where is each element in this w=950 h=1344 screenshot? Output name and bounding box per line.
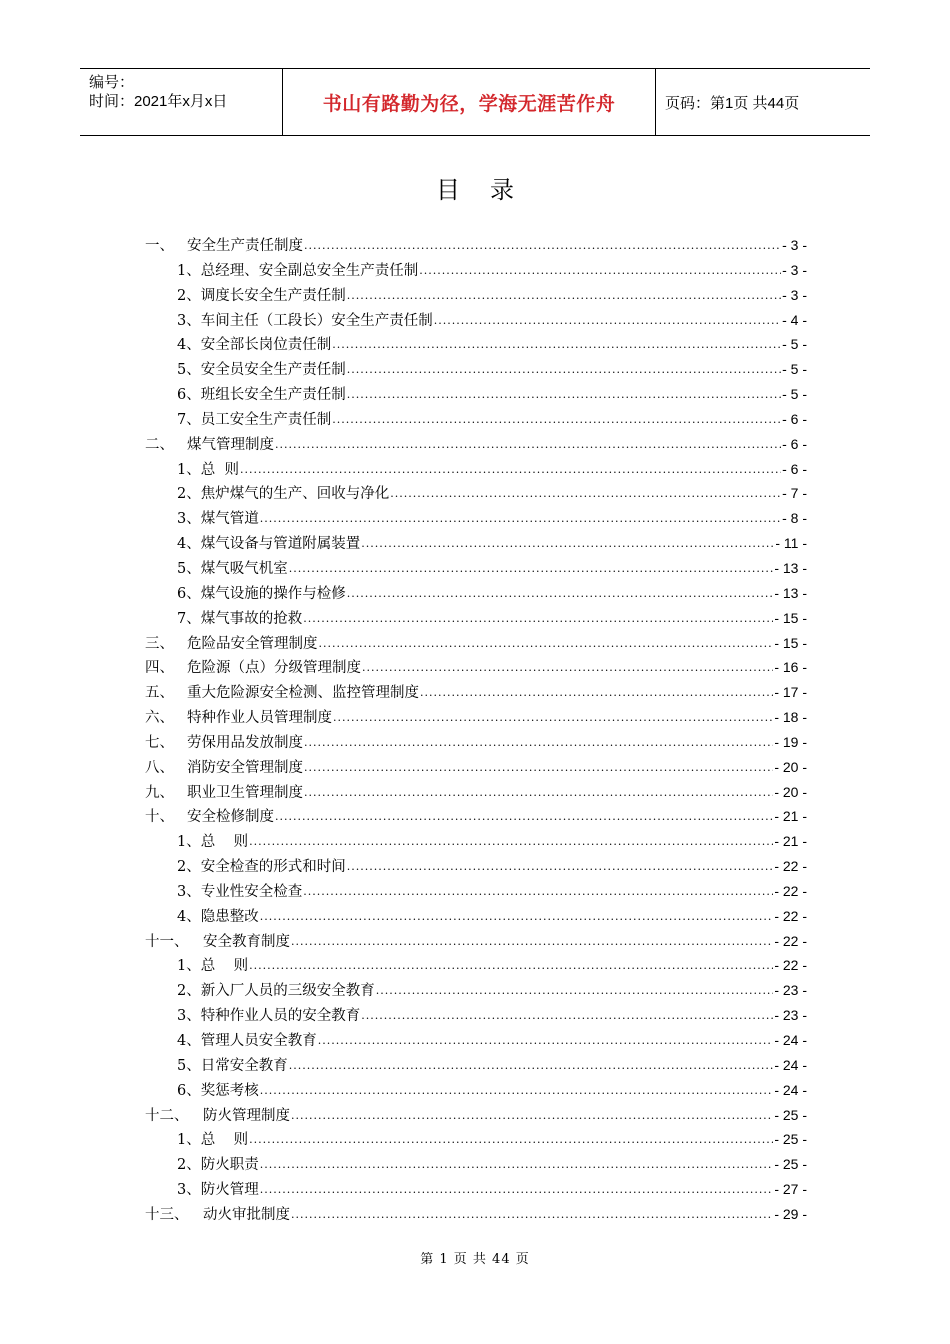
toc-entry-number: 5、 — [177, 362, 201, 379]
toc-entry-number: 1、 — [177, 461, 201, 478]
toc-entry-title: 煤气管理制度 — [187, 436, 274, 453]
toc-dot-leader — [260, 910, 774, 923]
toc-entry-title: 日常安全教育 — [200, 1057, 288, 1074]
toc-section-entry[interactable] — [145, 731, 807, 756]
toc-entry-number: 3、 — [177, 1182, 201, 1199]
toc-dot-leader — [291, 935, 773, 948]
toc-entry-title: 安全教育制度 — [203, 933, 290, 950]
toc-dot-leader — [260, 1084, 774, 1097]
toc-entry-title: 新入厂人员的三级安全教育 — [200, 983, 375, 1000]
toc-subsection-entry[interactable] — [145, 855, 807, 880]
toc-dot-leader — [249, 835, 773, 848]
toc-section-entry[interactable] — [145, 433, 807, 458]
toc-dot-leader — [333, 711, 773, 724]
toc-subsection-entry[interactable] — [145, 1079, 807, 1104]
toc-entry-number: 六、 — [145, 710, 174, 727]
toc-entry-page-number: - 27 - — [774, 1181, 807, 1198]
toc-section-entry[interactable] — [145, 805, 807, 830]
toc-entry-page-number: - 17 - — [774, 684, 807, 701]
toc-entry-number: 7、 — [177, 610, 201, 627]
toc-entry-page-number: - 13 - — [774, 559, 807, 576]
toc-entry-title: 煤气管道 — [200, 511, 259, 528]
toc-entry-page-number: - 25 - — [774, 1156, 807, 1173]
toc-entry-page-number: - 11 - — [775, 535, 807, 552]
toc-subsection-entry[interactable] — [145, 582, 807, 607]
toc-entry-number: 2、 — [177, 859, 201, 876]
header-motto: 书山有路勤为径，学海无涯苦作舟 — [282, 69, 656, 135]
toc-entry-page-number: - 23 - — [774, 1007, 807, 1024]
toc-subsection-entry[interactable] — [145, 880, 807, 905]
toc-entry-number: 5、 — [177, 560, 201, 577]
toc-section-entry[interactable] — [145, 756, 807, 781]
toc-entry-number: 十一、 — [145, 933, 189, 950]
toc-entry-number: 3、 — [177, 1008, 201, 1025]
toc-entry-page-number: - 3 - — [782, 286, 807, 303]
toc-entry-title: 特种作业人员的安全教育 — [200, 1008, 361, 1025]
toc-entry-title: 专业性安全检查 — [200, 883, 303, 900]
toc-entry-title: 安全检修制度 — [187, 809, 274, 826]
toc-entry-title: 员工安全生产责任制 — [200, 411, 332, 428]
toc-dot-leader — [376, 984, 774, 997]
toc-dot-leader — [289, 1059, 774, 1072]
toc-entry-number: 三、 — [145, 635, 174, 652]
toc-entry-number: 九、 — [145, 784, 174, 801]
toc-dot-leader — [240, 463, 781, 476]
toc-entry-page-number: - 4 - — [782, 311, 807, 328]
toc-dot-leader — [275, 810, 773, 823]
toc-entry-number: 一、 — [145, 238, 174, 254]
header-page-label: 页码：第1页 共44页 — [665, 94, 800, 112]
document-number-label: 编号： — [89, 74, 135, 91]
toc-entry-title: 煤气事故的抢救 — [200, 610, 303, 627]
toc-dot-leader — [332, 413, 781, 426]
toc-subsection-entry[interactable] — [145, 1178, 807, 1203]
toc-entry-title: 总经理、安全副总安全生产责任制 — [200, 262, 419, 279]
toc-dot-leader — [347, 587, 774, 600]
toc-subsection-entry[interactable] — [145, 284, 807, 309]
toc-entry-page-number: - 3 - — [782, 237, 807, 253]
toc-entry-number: 十三、 — [145, 1206, 189, 1223]
toc-dot-leader — [291, 1208, 773, 1221]
toc-entry-title: 防火职责 — [200, 1157, 259, 1174]
toc-dot-leader — [347, 289, 781, 302]
document-date-label: 时间：2021年x月x日 — [89, 93, 228, 110]
toc-entry-page-number: - 24 - — [774, 1032, 807, 1048]
toc-dot-leader — [291, 1109, 773, 1122]
toc-subsection-entry[interactable] — [145, 1128, 807, 1153]
toc-entry-title: 动火审批制度 — [203, 1206, 290, 1223]
toc-entry-page-number: - 22 - — [774, 907, 807, 924]
toc-section-entry[interactable] — [145, 930, 807, 955]
toc-entry-page-number: - 22 - — [774, 858, 807, 875]
toc-entry-title: 总 则 — [200, 958, 249, 975]
toc-dot-leader — [390, 487, 781, 500]
toc-entry-page-number: - 24 - — [774, 1056, 807, 1073]
toc-entry-title: 班组长安全生产责任制 — [200, 387, 346, 404]
toc-dot-leader — [361, 1009, 773, 1022]
toc-subsection-entry[interactable] — [145, 905, 807, 930]
toc-entry-page-number: - 21 - — [774, 833, 807, 850]
table-of-contents — [145, 234, 807, 1228]
toc-subsection-entry[interactable] — [145, 1004, 807, 1029]
toc-entry-number: 十、 — [145, 809, 174, 826]
toc-entry-page-number: - 23 - — [774, 982, 807, 999]
toc-section-entry[interactable] — [145, 656, 807, 681]
toc-entry-number: 7、 — [177, 411, 201, 428]
toc-entry-title: 危险品安全管理制度 — [187, 635, 318, 652]
toc-dot-leader — [347, 363, 781, 376]
toc-subsection-entry[interactable] — [145, 1153, 807, 1178]
toc-entry-page-number: - 3 - — [782, 261, 807, 278]
toc-entry-title: 隐患整改 — [200, 908, 259, 925]
toc-entry-title: 安全部长岗位责任制 — [200, 337, 332, 354]
toc-dot-leader — [319, 637, 774, 650]
toc-entry-page-number: - 15 - — [774, 634, 807, 651]
toc-entry-number: 2、 — [177, 983, 201, 1000]
toc-dot-leader — [434, 314, 781, 327]
toc-section-entry[interactable] — [145, 632, 807, 657]
toc-subsection-entry[interactable] — [145, 408, 807, 433]
toc-entry-number: 5、 — [177, 1057, 201, 1074]
toc-entry-title: 职业卫生管理制度 — [187, 784, 303, 801]
toc-entry-page-number: - 20 - — [774, 758, 807, 775]
toc-entry-number: 4、 — [177, 337, 201, 354]
toc-dot-leader — [304, 736, 773, 749]
toc-entry-number: 3、 — [177, 511, 201, 528]
toc-entry-number: 1、 — [177, 262, 201, 279]
toc-entry-page-number: - 6 - — [782, 410, 807, 427]
toc-entry-title: 消防安全管理制度 — [187, 759, 303, 776]
toc-subsection-entry[interactable] — [145, 532, 807, 557]
toc-dot-leader — [332, 338, 781, 351]
page-footer: 第 1 页 共 44 页 — [420, 1252, 530, 1267]
toc-entry-number: 6、 — [177, 585, 201, 602]
toc-subsection-entry[interactable] — [145, 482, 807, 507]
toc-section-entry[interactable] — [145, 234, 807, 259]
toc-entry-title: 安全检查的形式和时间 — [200, 859, 346, 876]
toc-dot-leader — [420, 686, 773, 699]
toc-entry-number: 6、 — [177, 1082, 201, 1099]
toc-entry-number: 3、 — [177, 312, 201, 329]
toc-entry-number: 2、 — [177, 486, 201, 503]
toc-entry-number: 四、 — [145, 660, 174, 677]
toc-entry-title: 劳保用品发放制度 — [187, 734, 303, 751]
document-header — [80, 68, 870, 136]
toc-subsection-entry[interactable] — [145, 979, 807, 1004]
toc-entry-title: 总 则 — [200, 834, 249, 851]
toc-entry-number: 4、 — [177, 1033, 201, 1049]
toc-entry-page-number: - 25 - — [774, 1131, 807, 1148]
toc-subsection-entry[interactable] — [145, 458, 807, 483]
toc-dot-leader — [303, 885, 773, 898]
toc-dot-leader — [419, 264, 781, 277]
toc-section-entry[interactable] — [145, 781, 807, 806]
toc-subsection-entry[interactable] — [145, 954, 807, 979]
toc-entry-page-number: - 22 - — [774, 957, 807, 974]
toc-entry-page-number: - 20 - — [774, 783, 807, 800]
toc-entry-page-number: - 7 - — [782, 485, 807, 502]
toc-dot-leader — [362, 661, 773, 674]
toc-section-entry[interactable] — [145, 706, 807, 731]
toc-subsection-entry[interactable] — [145, 607, 807, 632]
toc-entry-page-number: - 8 - — [782, 510, 807, 527]
toc-dot-leader — [275, 438, 781, 451]
toc-entry-page-number: - 22 - — [774, 932, 807, 949]
toc-entry-page-number: - 25 - — [774, 1106, 807, 1123]
toc-entry-title: 管理人员安全教育 — [200, 1033, 317, 1049]
toc-entry-page-number: - 22 - — [774, 882, 807, 899]
toc-entry-number: 2、 — [177, 1157, 201, 1174]
toc-subsection-entry[interactable] — [145, 1054, 807, 1079]
toc-entry-page-number: - 15 - — [774, 609, 807, 626]
toc-entry-number: 1、 — [177, 834, 201, 851]
toc-entry-number: 八、 — [145, 759, 174, 776]
toc-entry-title: 防火管理 — [200, 1182, 259, 1199]
toc-entry-number: 二、 — [145, 436, 174, 453]
toc-entry-page-number: - 13 - — [774, 584, 807, 601]
toc-entry-title: 车间主任（工段长）安全生产责任制 — [200, 312, 433, 329]
toc-subsection-entry[interactable] — [145, 259, 807, 284]
toc-entry-number: 1、 — [177, 958, 201, 975]
toc-entry-page-number: - 21 - — [774, 808, 807, 825]
toc-entry-page-number: - 24 - — [774, 1081, 807, 1098]
toc-entry-title: 安全生产责任制度 — [187, 238, 303, 254]
toc-subsection-entry[interactable] — [145, 358, 807, 383]
toc-subsection-entry[interactable] — [145, 333, 807, 358]
header-meta-cell — [80, 69, 282, 135]
toc-subsection-entry[interactable] — [145, 557, 807, 582]
toc-dot-leader — [260, 1183, 774, 1196]
toc-entry-title: 煤气吸气机室 — [200, 560, 288, 577]
toc-dot-leader — [303, 612, 773, 625]
page-title: 目录 — [436, 176, 544, 204]
toc-section-entry[interactable] — [145, 1104, 807, 1129]
toc-dot-leader — [304, 239, 781, 252]
toc-dot-leader — [304, 786, 773, 799]
toc-dot-leader — [361, 537, 774, 550]
toc-entry-page-number: - 18 - — [774, 709, 807, 726]
toc-entry-page-number: - 5 - — [782, 361, 807, 378]
toc-entry-number: 1、 — [177, 1132, 201, 1149]
toc-entry-number: 4、 — [177, 908, 201, 925]
toc-dot-leader — [289, 562, 774, 575]
toc-entry-number: 七、 — [145, 734, 174, 751]
toc-dot-leader — [347, 388, 781, 401]
toc-subsection-entry[interactable] — [145, 383, 807, 408]
toc-dot-leader — [249, 959, 773, 972]
toc-dot-leader — [304, 761, 773, 774]
toc-entry-number: 4、 — [177, 536, 201, 553]
toc-entry-title: 总 则 — [200, 1132, 249, 1149]
toc-entry-title: 重大危险源安全检测、监控管理制度 — [187, 685, 419, 702]
toc-entry-title: 煤气设施的操作与检修 — [200, 585, 346, 602]
toc-subsection-entry[interactable] — [145, 309, 807, 334]
toc-dot-leader — [347, 860, 774, 873]
toc-dot-leader — [260, 1158, 774, 1171]
toc-entry-page-number: - 19 - — [774, 733, 807, 750]
toc-entry-title: 特种作业人员管理制度 — [187, 710, 332, 727]
toc-entry-page-number: - 5 - — [782, 386, 807, 403]
toc-entry-page-number: - 29 - — [774, 1205, 807, 1222]
toc-entry-title: 焦炉煤气的生产、回收与净化 — [200, 486, 390, 503]
toc-subsection-entry[interactable] — [145, 1029, 807, 1054]
toc-entry-title: 调度长安全生产责任制 — [200, 287, 346, 304]
toc-dot-leader — [249, 1133, 773, 1146]
toc-entry-number: 2、 — [177, 287, 201, 304]
toc-entry-page-number: - 16 - — [774, 659, 807, 676]
toc-section-entry[interactable] — [145, 1203, 807, 1228]
toc-dot-leader — [318, 1034, 774, 1047]
toc-entry-number: 五、 — [145, 685, 174, 702]
toc-section-entry[interactable] — [145, 681, 807, 706]
toc-entry-number: 6、 — [177, 387, 201, 404]
toc-entry-title: 安全员安全生产责任制 — [200, 362, 346, 379]
toc-entry-title: 奖惩考核 — [200, 1082, 259, 1099]
toc-dot-leader — [260, 512, 781, 525]
toc-entry-title: 危险源（点）分级管理制度 — [187, 660, 361, 677]
toc-entry-number: 十二、 — [145, 1107, 189, 1124]
toc-subsection-entry[interactable] — [145, 507, 807, 532]
toc-entry-page-number: - 5 - — [782, 336, 807, 353]
toc-entry-page-number: - 6 - — [782, 435, 807, 452]
toc-entry-title: 总 则 — [200, 461, 239, 478]
toc-entry-page-number: - 6 - — [782, 460, 807, 477]
toc-entry-title: 煤气设备与管道附属装置 — [200, 536, 361, 553]
toc-subsection-entry[interactable] — [145, 830, 807, 855]
toc-entry-number: 3、 — [177, 883, 201, 900]
toc-entry-title: 防火管理制度 — [203, 1107, 290, 1124]
